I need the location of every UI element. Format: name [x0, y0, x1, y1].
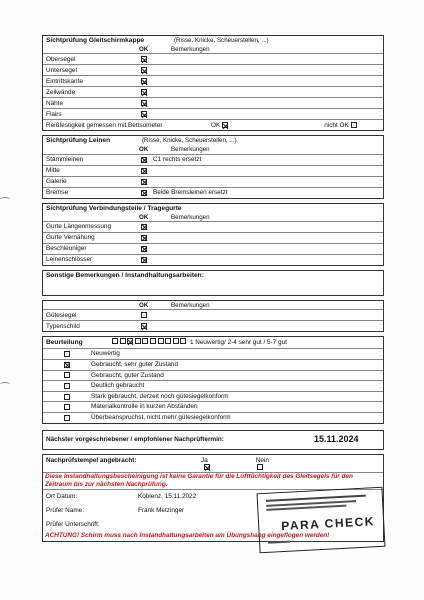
seal-row	[43, 309, 383, 320]
rating-option-label: Gebraucht, sehr guter Zustand	[91, 361, 179, 369]
row-label: Eintrittskante	[46, 77, 83, 85]
row-label: Gurte Längenmessung	[46, 223, 112, 231]
ok-cell	[139, 190, 149, 196]
inspection-sheet	[42, 35, 384, 546]
rating-scale-checkbox[interactable]	[127, 338, 133, 344]
punch-hole-mark	[0, 382, 10, 387]
rating-option-label: Materialkontrolle in kurzen Abständen	[91, 403, 198, 411]
tear-ok-checkbox[interactable]	[222, 122, 228, 128]
rating-option-label: Gebraucht, guter Zustand	[91, 371, 164, 379]
ok-checkbox[interactable]	[141, 257, 147, 263]
section-note: (Risse, Knicke, Scheuerstellen, ...)	[142, 137, 237, 145]
ok-cell	[139, 67, 149, 73]
row-label: Galerie	[46, 177, 67, 185]
ok-cell	[139, 89, 149, 95]
ok-cell	[139, 312, 149, 318]
ok-cell	[139, 78, 149, 84]
rating-option-row	[43, 359, 383, 370]
rating-option-checkbox[interactable]	[64, 351, 70, 357]
row-label: Stammleinen	[46, 155, 84, 163]
ok-cell	[139, 235, 149, 241]
remarks-caption: Bemerkungen	[171, 302, 210, 310]
ok-checkbox[interactable]	[141, 224, 147, 230]
ok-cell	[139, 157, 149, 163]
rating-check-cell	[43, 394, 91, 400]
ok-cell	[139, 111, 149, 117]
row-label: Beschleuniger	[46, 245, 87, 253]
rating-check-cell	[43, 404, 91, 410]
row-label: Gütesiegel	[46, 311, 77, 319]
ok-caption: OK	[139, 146, 149, 154]
row-remark: Beide Bremsleinen ersetzt	[153, 188, 228, 196]
section-title: Sichtprüfung Verbindungsteile / Tragegurte	[46, 204, 182, 212]
rating-option-row	[43, 412, 383, 423]
check-row	[43, 154, 383, 165]
rating-scale	[112, 338, 188, 347]
rating-check-cell	[43, 383, 91, 389]
inspector-name-label: Prüfer Name:	[46, 506, 85, 514]
row-label: Nähte	[46, 99, 64, 107]
tear-notok-label: nicht OK	[324, 121, 349, 129]
warning-text: ACHTUNG! Schirm muss nach Instandhaltungsarbeiten am Übungshang eingeflogen werden!	[45, 531, 330, 539]
date-label: Ort Datum:	[46, 492, 78, 500]
ok-caption: OK	[139, 213, 149, 221]
section-title: Sonstige Bemerkungen / Instandhaltungsarbeiten:	[46, 272, 204, 280]
rating-check-cell	[43, 372, 91, 378]
section-connectors	[42, 203, 384, 266]
rating-check-cell	[43, 415, 91, 421]
rating-option-label: Deutlich gebraucht	[91, 382, 145, 390]
section-title: Sichtprüfung Gleitschirmkappe	[46, 37, 145, 44]
ok-checkbox[interactable]	[141, 100, 147, 106]
check-row	[43, 187, 383, 198]
check-row	[43, 221, 383, 232]
row-label: Bremse	[46, 188, 69, 196]
tear-strength-label: Reißfestigkeit gemessen mit Bettsometer	[46, 121, 163, 129]
rating-scale-checkbox[interactable]	[112, 338, 118, 344]
check-row	[43, 64, 383, 75]
rating-scale-checkbox[interactable]	[142, 338, 148, 344]
rating-option-checkbox[interactable]	[64, 415, 70, 421]
ok-checkbox[interactable]	[141, 312, 147, 318]
ok-checkbox[interactable]	[141, 235, 147, 241]
ok-cell	[139, 56, 149, 62]
row-label: Untersegel	[46, 66, 77, 74]
rating-option-row	[43, 348, 383, 359]
date-value: Koblenz, 15.11.2022	[138, 492, 197, 500]
rating-check-cell	[43, 362, 91, 368]
ok-cell	[139, 168, 149, 174]
check-row	[43, 108, 383, 119]
section-note: (Risse, Knicke, Scheuerstellen, ...)	[174, 37, 269, 44]
stamp-logo: PARA CHECK	[280, 514, 376, 534]
check-row	[43, 243, 383, 254]
check-row	[43, 75, 383, 86]
rating-option-row	[43, 380, 383, 391]
section-seal	[42, 300, 384, 332]
rating-scale-checkbox[interactable]	[165, 338, 171, 344]
row-remark: C1 rechts ersetzt	[153, 155, 202, 163]
check-row	[43, 165, 383, 176]
row-label: Zellwände	[46, 88, 76, 96]
remarks-caption: Bemerkungen	[171, 213, 210, 221]
ok-checkbox[interactable]	[141, 78, 147, 84]
section-title: Beurteilung	[46, 338, 83, 346]
section-next-inspection	[42, 430, 384, 450]
ok-checkbox[interactable]	[141, 179, 147, 185]
remarks-caption: Bemerkungen	[171, 45, 210, 53]
inspector-name-value: Frank Metzinger	[138, 506, 185, 514]
remarks-caption: Bemerkungen	[171, 146, 210, 154]
legal-disclaimer: Diese Instandhaltungsbescheinigung ist keine Garantie für die Lufttüchtigkeit des Gleitsegels für den Zeitraum bis zur nächsten Nachprüfung.	[43, 472, 383, 488]
check-row	[43, 53, 383, 64]
tear-notok-checkbox[interactable]	[351, 122, 357, 128]
section-assessment	[42, 336, 384, 423]
row-label: Mitte	[46, 166, 60, 174]
ok-cell	[139, 323, 149, 329]
rating-scale-checkbox[interactable]	[180, 338, 186, 344]
tear-ok-label: OK	[211, 121, 221, 129]
rating-option-row	[43, 391, 383, 402]
rating-scale-checkbox[interactable]	[173, 338, 179, 344]
ok-checkbox[interactable]	[141, 168, 147, 174]
ok-cell	[139, 100, 149, 106]
rating-scale-checkbox[interactable]	[150, 338, 156, 344]
seal-row	[43, 320, 383, 331]
check-row	[43, 97, 383, 108]
section-other-remarks	[42, 270, 384, 296]
check-row	[43, 232, 383, 243]
ok-checkbox[interactable]	[141, 89, 147, 95]
ok-cell	[139, 224, 149, 230]
ok-checkbox[interactable]	[141, 111, 147, 117]
row-label: Typenschild	[46, 322, 80, 330]
rating-option-checkbox[interactable]	[64, 372, 70, 378]
ok-checkbox[interactable]	[141, 246, 147, 252]
ok-cell	[139, 179, 149, 185]
ok-checkbox[interactable]	[141, 67, 147, 73]
ok-checkbox[interactable]	[141, 157, 147, 163]
rating-option-checkbox[interactable]	[64, 383, 70, 389]
rating-scale-checkbox[interactable]	[135, 338, 141, 344]
section-canopy	[42, 35, 384, 131]
rating-option-row	[43, 401, 383, 412]
ok-checkbox[interactable]	[141, 56, 147, 62]
company-stamp	[257, 487, 386, 554]
check-row	[43, 86, 383, 97]
ok-cell	[139, 246, 149, 252]
next-inspection-date: 15.11.2024	[314, 434, 359, 445]
rating-option-label: Überbeanspruchst, nicht mehr gütesiegelkonform	[91, 413, 231, 421]
row-label: Gurte Vernähung	[46, 234, 95, 242]
stamp-yes-label: Ja	[201, 456, 208, 464]
rating-scale-legend: 1 Neuwertig/ 2-4 sehr gut / 5-7 gut	[189, 338, 287, 346]
section-title: Sichtprüfung Leinen	[46, 137, 111, 145]
rating-option-row	[43, 370, 383, 381]
ok-caption: OK	[139, 302, 149, 310]
rating-scale-checkbox[interactable]	[158, 338, 164, 344]
ok-caption: OK	[139, 45, 149, 53]
rating-scale-checkbox[interactable]	[120, 338, 126, 344]
check-row	[43, 254, 383, 265]
next-inspection-label: Nächster vorgeschriebener / empfohlener Nachprüftermin:	[46, 435, 224, 443]
rating-option-checkbox[interactable]	[64, 362, 70, 368]
row-label: Leinenschlösser	[46, 256, 93, 264]
row-label: Flairs	[46, 110, 62, 118]
stamp-no-checkbox[interactable]	[257, 464, 263, 470]
rating-option-checkbox[interactable]	[64, 404, 70, 410]
check-row	[43, 176, 383, 187]
rating-option-label: Stark gebraucht, derzeit noch gütesiegelkonform	[91, 392, 229, 400]
stamp-applied-label: Nachprüfstempel angebracht:	[46, 456, 137, 464]
stamp-yes-checkbox[interactable]	[204, 464, 210, 470]
section-lines	[42, 135, 384, 198]
rating-option-checkbox[interactable]	[64, 394, 70, 400]
ok-checkbox[interactable]	[141, 323, 147, 329]
row-label: Obersegel	[46, 55, 76, 63]
inspector-signature-label: Prüfer Unterschrift:	[46, 520, 100, 528]
stamp-no-label: Nein	[255, 456, 269, 464]
tear-strength-row	[43, 119, 383, 130]
ok-checkbox[interactable]	[141, 190, 147, 196]
rating-option-label: Neuwertig	[91, 350, 120, 358]
punch-hole-mark	[0, 197, 10, 202]
rating-check-cell	[43, 351, 91, 357]
ok-cell	[139, 257, 149, 263]
